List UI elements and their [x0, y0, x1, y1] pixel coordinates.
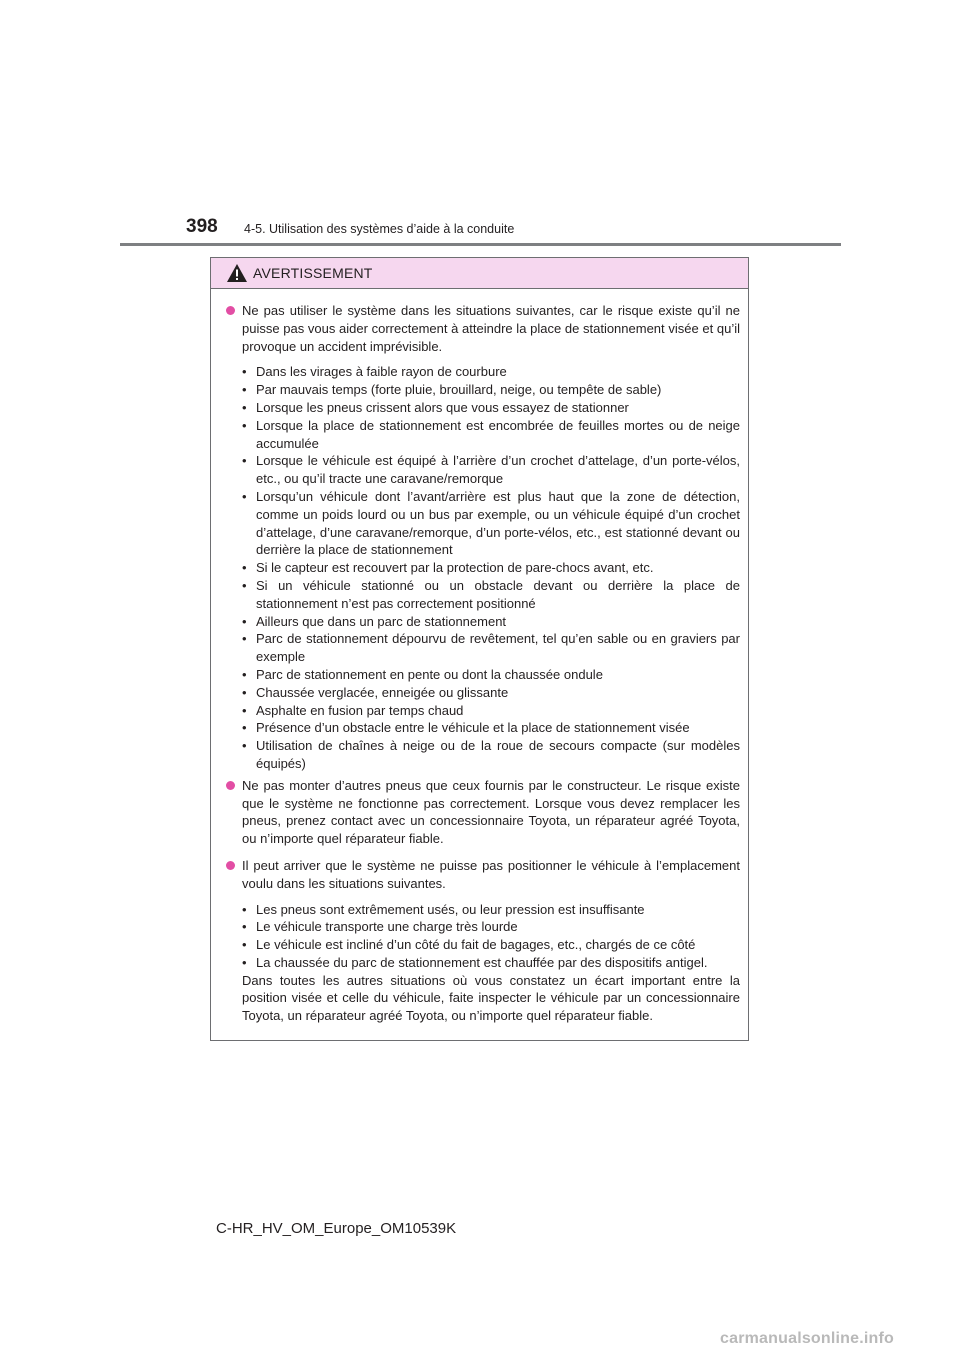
list-item: • Utilisation de chaînes à neige ou de la roue de secours compacte (sur modèles équipés) — [242, 737, 740, 773]
warning-header — [211, 258, 748, 289]
list-item: • Parc de stationnement dépourvu de revêtement, tel qu’en sable ou en graviers par exemple — [242, 630, 740, 666]
closing-paragraph: Dans toutes les autres situations où vous constatez un écart important entre la position visée et celle du véhicule, faite inspecter le véhicule par un concessionnaire Toyota, un réparateur agréé Toyota, ou n’importe quel réparateur fiable. — [242, 972, 740, 1024]
warning-item-text: Ne pas utiliser le système dans les situations suivantes, car le risque existe qu’il ne puisse pas vous aider correctement à atteindre la place de stationnement visée et qu’il provoque un accident imprévisible. — [242, 303, 740, 354]
list-item: • Lorsque le véhicule est équipé à l’arrière d’un crochet d’attelage, d’un porte-vélos, etc., ou qu’il tracte une caravane/remorque — [242, 452, 740, 488]
list-item: • Ailleurs que dans un parc de stationnement — [242, 613, 740, 631]
list-item: • Chaussée verglacée, enneigée ou glissante — [242, 684, 740, 702]
list-item: • La chaussée du parc de stationnement est chauffée par des dispositifs antigel. — [242, 954, 740, 972]
warning-item — [224, 857, 740, 1025]
warning-title: AVERTISSEMENT — [253, 265, 373, 281]
warning-item — [224, 302, 740, 773]
warning-box — [210, 257, 749, 1041]
header-divider — [120, 243, 841, 246]
list-item: • Asphalte en fusion par temps chaud — [242, 702, 740, 720]
list-item: • Si le capteur est recouvert par la protection de pare-chocs avant, etc. — [242, 559, 740, 577]
list-item: • Si un véhicule stationné ou un obstacle devant ou derrière la place de stationnement n’est pas correctement positionné — [242, 577, 740, 613]
warning-item — [224, 777, 740, 848]
bullet-circle-icon — [226, 861, 235, 870]
situation-list — [242, 363, 740, 772]
list-item: • Par mauvais temps (forte pluie, brouillard, neige, ou tempête de sable) — [242, 381, 740, 399]
watermark: carmanualsonline.info — [720, 1330, 895, 1347]
warning-body — [211, 289, 748, 1025]
bullet-circle-icon — [226, 306, 235, 315]
section-title: 4-5. Utilisation des systèmes d’aide à la conduite — [244, 222, 515, 236]
situation-list — [242, 901, 740, 972]
list-item: • Présence d’un obstacle entre le véhicule et la place de stationnement visée — [242, 719, 740, 737]
list-item: • Le véhicule est incliné d’un côté du fait de bagages, etc., chargés de ce côté — [242, 936, 740, 954]
list-item: • Le véhicule transporte une charge très lourde — [242, 918, 740, 936]
list-item: • Parc de stationnement en pente ou dont la chaussée ondule — [242, 666, 740, 684]
document-id: C-HR_HV_OM_Europe_OM10539K — [216, 1220, 457, 1237]
list-item: • Les pneus sont extrêmement usés, ou leur pression est insuffisante — [242, 901, 740, 919]
page-number: 398 — [186, 216, 218, 237]
list-item: • Lorsque la place de stationnement est encombrée de feuilles mortes ou de neige accumulée — [242, 417, 740, 453]
warning-item-text: Il peut arriver que le système ne puisse pas positionner le véhicule à l’emplacement voulu dans les situations suivantes. — [242, 857, 740, 891]
list-item: • Lorsqu’un véhicule dont l’avant/arrière est plus haut que la zone de détection, comme un poids lourd ou un bus par exemple, ou un véhicule équipé d’un crochet d’attelage, d’une caravane/remorque, d’un porte-vélos, etc., est stationné devant ou derrière la place de stationnement — [242, 488, 740, 559]
list-item: • Lorsque les pneus crissent alors que vous essayez de stationner — [242, 399, 740, 417]
bullet-circle-icon — [226, 781, 235, 790]
warning-triangle-icon — [226, 263, 248, 283]
list-item: • Dans les virages à faible rayon de courbure — [242, 363, 740, 381]
warning-item-text: Ne pas monter d’autres pneus que ceux fournis par le constructeur. Le risque existe que le système ne fonctionne pas correctement. Lorsque vous devez remplacer les pneus, prenez contact avec un concessionnaire Toyota, un réparateur agréé Toyota, ou n’importe quel réparateur fiable. — [242, 777, 740, 847]
